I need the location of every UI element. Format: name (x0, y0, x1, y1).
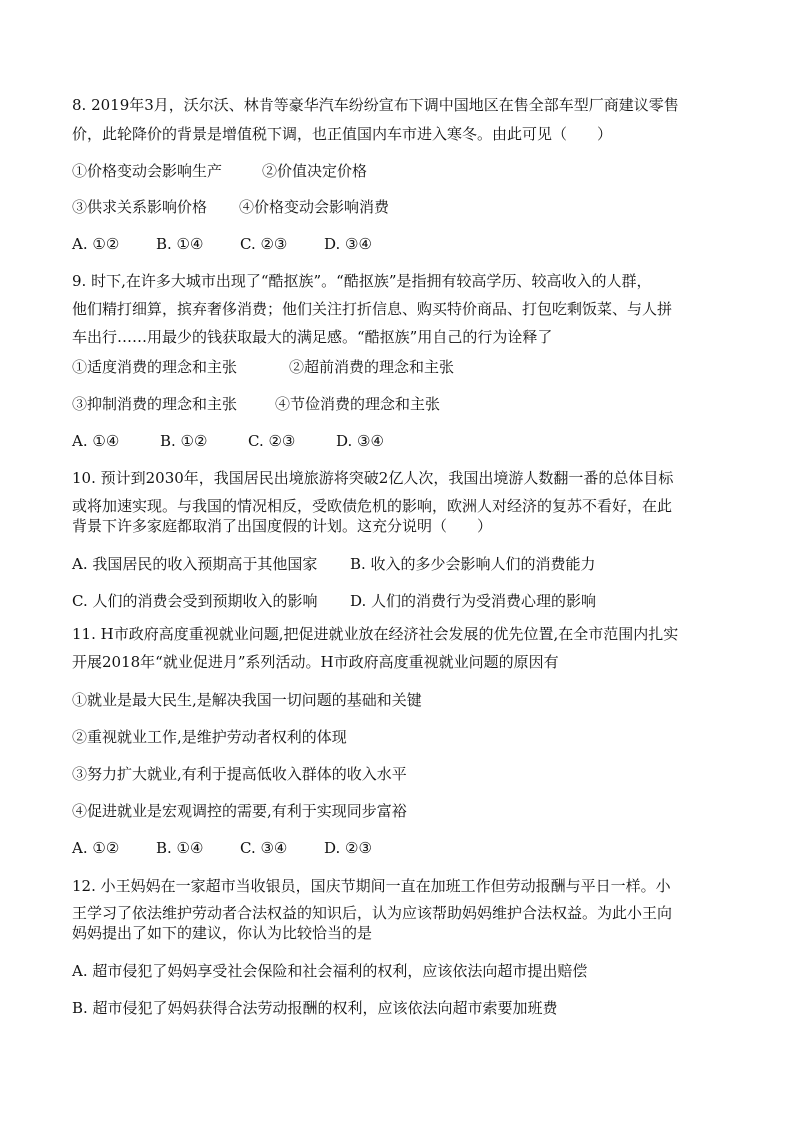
q9-option-c: C. ②③ (248, 432, 296, 450)
q9-item-row2 (72, 394, 440, 414)
q11-stem-line1: 11. H市政府高度重视就业问题,把促进就业放在经济社会发展的优先位置,在全市范围内扎实 (72, 625, 679, 643)
q8-option-a: A. ①② (72, 235, 120, 253)
q8-options (72, 234, 372, 254)
q9-item-3: ③抑制消费的理念和主张 (72, 395, 238, 413)
q8-stem-line1: 8. 2019年3月，沃尔沃、林肯等豪华汽车纷纷宣布下调中国地区在售全部车型厂商建议零售 (72, 96, 679, 114)
q12-stem-line2: 王学习了依法维护劳动者合法权益的知识后，认为应该帮助妈妈维护合法权益。为此小王向 (72, 904, 673, 922)
q8-item-row2 (72, 197, 389, 217)
q11-item-3: ③努力扩大就业,有利于提高低收入群体的收入水平 (72, 765, 407, 783)
q11-item-2: ②重视就业工作,是维护劳动者权利的体现 (72, 728, 347, 746)
q10-stem-line1: 10. 预计到2030年，我国居民出境旅游将突破2亿人次，我国出境游人数翻一番的总体目标 (72, 469, 674, 487)
q11-item-4: ④促进就业是宏观调控的需要,有利于实现同步富裕 (72, 802, 407, 820)
q8-item-4: ④价格变动会影响消费 (239, 198, 390, 216)
q9-stem-line2: 他们精打细算，摈弃奢侈消费；他们关注打折信息、购买特价商品、打包吃剩饭菜、与人拼 (72, 300, 673, 318)
q11-option-a: A. ①② (72, 839, 120, 857)
q8-option-b: B. ①④ (156, 235, 204, 253)
q9-option-a: A. ①④ (72, 432, 120, 450)
q11-option-c: C. ③④ (240, 839, 288, 857)
q12-option-a: A. 超市侵犯了妈妈享受社会保险和社会福利的权利，应该依法向超市提出赔偿 (72, 962, 588, 980)
q10-option-a: A. 我国居民的收入预期高于其他国家 (72, 555, 318, 573)
q11-option-b: B. ①④ (156, 839, 204, 857)
q9-item-row1 (72, 357, 454, 377)
q10-options-row1 (72, 554, 596, 574)
q12-stem-line1: 12. 小王妈妈在一家超市当收银员，国庆节期间一直在加班工作但劳动报酬与平日一样。小 (72, 877, 671, 895)
q8-item-3: ③供求关系影响价格 (72, 198, 208, 216)
q9-item-2: ②超前消费的理念和主张 (289, 358, 455, 376)
q9-stem-line1: 9. 时下,在许多大城市出现了“酷抠族”。“酷抠族”是指拥有较高学历、较高收入的人群， (72, 272, 652, 290)
q11-options (72, 838, 372, 858)
q10-option-c: C. 人们的消费会受到预期收入的影响 (72, 592, 318, 610)
q8-option-c: C. ②③ (240, 235, 288, 253)
q12-option-b: B. 超市侵犯了妈妈获得合法劳动报酬的权利，应该依法向超市索要加班费 (72, 999, 558, 1017)
q10-option-b: B. 收入的多少会影响人们的消费能力 (350, 555, 596, 573)
q8-item-row1 (72, 161, 367, 181)
q9-stem-line3: 车出行……用最少的钱获取最大的满足感。“酷抠族”用自己的行为诠释了 (72, 328, 553, 346)
q8-stem-line2: 价，此轮降价的背景是增值税下调，也正值国内车市进入寒冬。由此可见（ ） (72, 125, 613, 143)
q11-stem-line2: 开展2018年“就业促进月”系列活动。H市政府高度重视就业问题的原因有 (72, 653, 559, 671)
q12-stem-line3: 妈妈提出了如下的建议，你认为比较恰当的是 (72, 924, 373, 942)
q10-option-d: D. 人们的消费行为受消费心理的影响 (350, 592, 597, 610)
q10-options-row2 (72, 591, 596, 611)
q11-item-1: ①就业是最大民生,是解决我国一切问题的基础和关键 (72, 691, 422, 709)
q10-stem-line3: 背景下许多家庭都取消了出国度假的计划。这充分说明（ ） (72, 517, 493, 535)
q8-item-1: ①价格变动会影响生产 (72, 162, 223, 180)
q9-item-4: ④节俭消费的理念和主张 (275, 395, 441, 413)
q8-option-d: D. ③④ (324, 235, 372, 253)
q8-item-2: ②价值决定价格 (262, 162, 368, 180)
q9-option-d: D. ③④ (336, 432, 384, 450)
q9-item-1: ①适度消费的理念和主张 (72, 358, 238, 376)
q9-option-b: B. ①② (160, 432, 208, 450)
q9-options (72, 431, 384, 451)
q10-stem-line2: 或将加速实现。与我国的情况相反，受欧债危机的影响，欧洲人对经济的复苏不看好，在此 (72, 497, 673, 515)
q11-option-d: D. ②③ (324, 839, 372, 857)
